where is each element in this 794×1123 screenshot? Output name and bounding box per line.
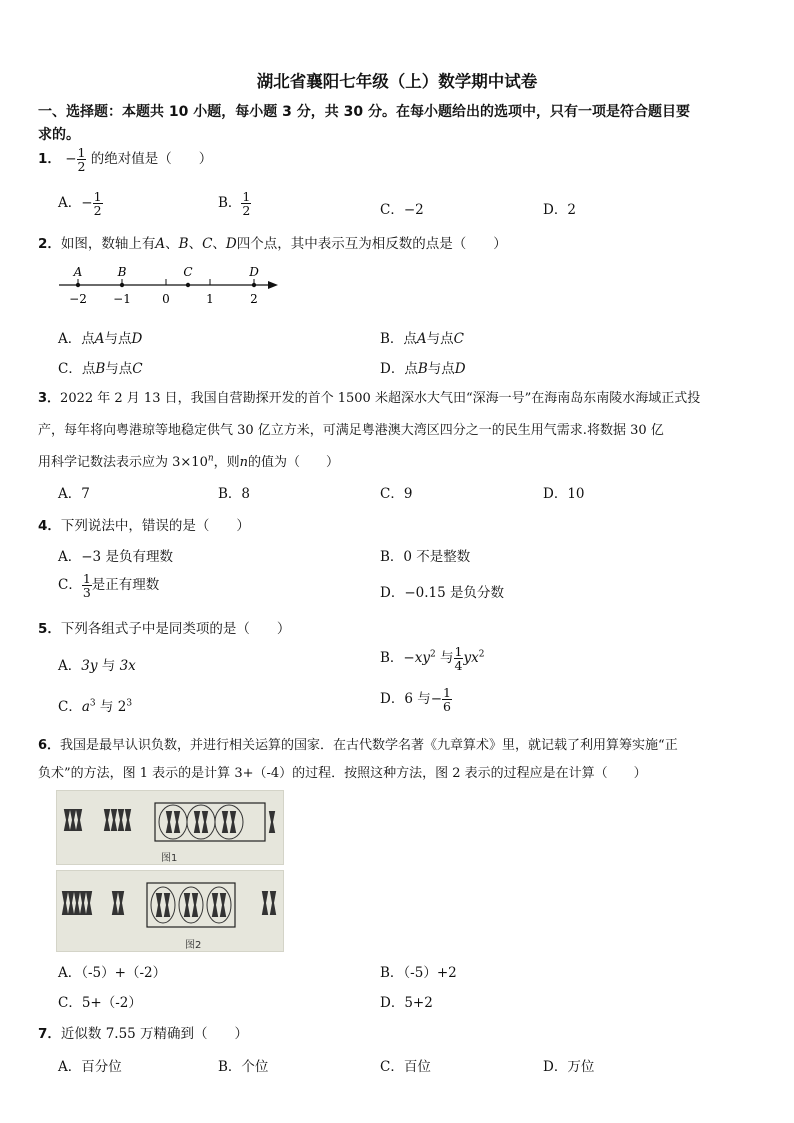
counting-rod	[156, 893, 162, 917]
counting-rod	[222, 811, 228, 833]
figure-2-caption: 图2	[185, 940, 202, 951]
counting-rod	[212, 893, 218, 917]
question-number: 6．	[38, 738, 61, 753]
q6-option-a[interactable]: A．（-5）+（-2）	[58, 965, 167, 981]
fraction: $\frac{1}{2}$	[77, 145, 86, 175]
q2-option-c[interactable]: C．点B与点C	[58, 361, 143, 377]
q7-option-c[interactable]: C．百位	[380, 1059, 431, 1075]
q1-option-b[interactable]: B． $\frac{1}{2}$	[218, 189, 251, 219]
fraction: $\frac{1}{4}$	[454, 644, 463, 674]
counting-rod	[64, 809, 70, 831]
axis-tick-label: −2	[69, 292, 87, 306]
section-header-line2: 求的。	[38, 127, 80, 143]
q3-option-b[interactable]: B．8	[218, 486, 251, 502]
q4-option-d[interactable]: D．−0.15 是负分数	[380, 585, 504, 601]
q3-option-c[interactable]: C．9	[380, 486, 413, 502]
q7-option-a[interactable]: A．百分位	[58, 1059, 122, 1075]
question-1-stem	[38, 146, 212, 173]
counting-rod	[174, 811, 180, 833]
counting-rod	[269, 811, 275, 833]
question-number: 2．	[38, 236, 61, 252]
axis-tick-label: 2	[250, 292, 258, 306]
counting-rods-image	[57, 871, 283, 951]
counting-rod	[68, 891, 74, 915]
question-6-line1: 6．我国是最早认识负数，并进行相关运算的国家．在古代数学名著《九章算术》里，就记载了利用算筹实施“正	[38, 738, 678, 753]
question-3-line3: 用科学记数法表示应为 $3\times 10^n$，则n的值为（ ）	[38, 453, 340, 470]
counting-rod	[104, 809, 110, 831]
q7-option-b[interactable]: B．个位	[218, 1059, 269, 1075]
fraction: $\frac{1}{3}$	[82, 571, 91, 601]
axis-tick-label: −1	[113, 292, 131, 306]
point-label: A	[73, 265, 83, 279]
counting-rod	[125, 809, 131, 831]
counting-rod	[70, 809, 76, 831]
page-title: 湖北省襄阳七年级（上）数学期中试卷	[256, 72, 538, 91]
question-7-stem: 7．近似数 7.55 万精确到（ ）	[38, 1026, 249, 1042]
question-number: 3．	[38, 391, 61, 406]
counting-rod	[74, 891, 80, 915]
question-number: 4．	[38, 518, 61, 534]
q3-option-a[interactable]: A．7	[58, 486, 90, 502]
question-number: 5．	[38, 621, 61, 637]
q6-option-c[interactable]: C．5+（-2）	[58, 995, 142, 1011]
figure-1-counting-rods	[56, 790, 284, 865]
q5-option-b[interactable]: B．$-xy^2$ 与 $\frac{1}{4}$ $yx^2$	[380, 644, 485, 674]
question-6-line2: 负术”的方法，图 1 表示的是计算 3+（-4）的过程．按照这种方法，图 2 表示的过程应是在计算（ ）	[38, 766, 647, 781]
q5-option-a[interactable]: A．3y 与 3x	[58, 658, 136, 674]
q1-option-d[interactable]: D．2	[543, 202, 576, 218]
question-2-stem: 2．如图，数轴上有A、B、C、D四个点，其中表示互为相反数的点是（ ）	[38, 236, 507, 252]
question-text: 的绝对值是（ ）	[90, 151, 213, 168]
counting-rod	[184, 893, 190, 917]
q5-option-d[interactable]: D．6 与− $\frac{1}{6}$	[380, 685, 451, 715]
counting-rod	[192, 893, 198, 917]
point-marker	[120, 283, 124, 287]
axis-tick-label: 0	[162, 292, 170, 306]
point-label: D	[249, 265, 259, 279]
q7-option-d[interactable]: D．万位	[543, 1059, 595, 1075]
counting-rod	[202, 811, 208, 833]
question-3-line2: 产，每年将向粤港琼等地稳定供气 30 亿立方米，可满足粤港澳大湾区四分之一的民生用气需求.将数据 30 亿	[38, 423, 664, 438]
counting-rod	[118, 891, 124, 915]
q1-option-c[interactable]: C．−2	[380, 202, 424, 218]
counting-rod	[230, 811, 236, 833]
question-4-stem: 4．下列说法中，错误的是（ ）	[38, 518, 250, 534]
counting-rod	[80, 891, 86, 915]
counting-rod	[220, 893, 226, 917]
q6-option-d[interactable]: D．5+2	[380, 995, 433, 1011]
counting-rod	[112, 891, 118, 915]
counting-rod	[262, 891, 268, 915]
q5-option-c[interactable]: C．$a^3$ 与 $2^3$	[58, 698, 133, 715]
q4-option-a[interactable]: A．−3 是负有理数	[58, 549, 173, 565]
q6-option-b[interactable]: B．（-5）+2	[380, 965, 457, 981]
q2-option-d[interactable]: D．点B与点D	[380, 361, 466, 377]
counting-rod	[111, 809, 117, 831]
question-number: 1．	[38, 151, 61, 168]
figure-1-caption: 图1	[161, 853, 178, 864]
fraction: $\frac{1}{2}$	[242, 189, 251, 219]
point-label: B	[117, 265, 127, 279]
point-marker	[76, 283, 80, 287]
q4-option-b[interactable]: B．0 不是整数	[380, 549, 471, 565]
q3-option-d[interactable]: D．10	[543, 486, 585, 502]
q2-option-a[interactable]: A．点A与点D	[58, 331, 143, 347]
question-5-stem: 5．下列各组式子中是同类项的是（ ）	[38, 621, 291, 637]
counting-rod	[118, 809, 124, 831]
counting-rod	[194, 811, 200, 833]
counting-rod	[166, 811, 172, 833]
question-3-line1: 3．2022 年 2 月 13 日，我国自营勘探开发的首个 1500 米超深水大气田“深海一号”在海南岛东南陵水海域正式投	[38, 391, 701, 406]
counting-rod	[62, 891, 68, 915]
counting-rod	[270, 891, 276, 915]
question-number: 7．	[38, 1026, 61, 1042]
point-marker	[252, 283, 256, 287]
arrow-icon	[268, 281, 278, 289]
counting-rod	[164, 893, 170, 917]
q2-option-b[interactable]: B．点A与点C	[380, 331, 465, 347]
counting-rod	[76, 809, 82, 831]
point-label: C	[183, 265, 193, 279]
number-line-figure	[56, 262, 282, 310]
counting-rod	[86, 891, 92, 915]
minus-sign: −	[65, 151, 77, 168]
figure-2-counting-rods	[56, 870, 284, 952]
axis-tick-label: 1	[206, 292, 214, 306]
section-header-line1: 一、选择题：本题共 10 小题，每小题 3 分，共 30 分。在每小题给出的选项中，只有一项是符合题目要	[38, 104, 690, 120]
point-marker	[186, 283, 190, 287]
fraction: $\frac{1}{6}$	[443, 685, 451, 715]
fraction: $\frac{1}{2}$	[93, 189, 102, 219]
q4-option-c[interactable]: C． $\frac{1}{3}$ 是正有理数	[58, 571, 160, 601]
q1-option-a[interactable]: A．− $\frac{1}{2}$	[58, 189, 102, 219]
